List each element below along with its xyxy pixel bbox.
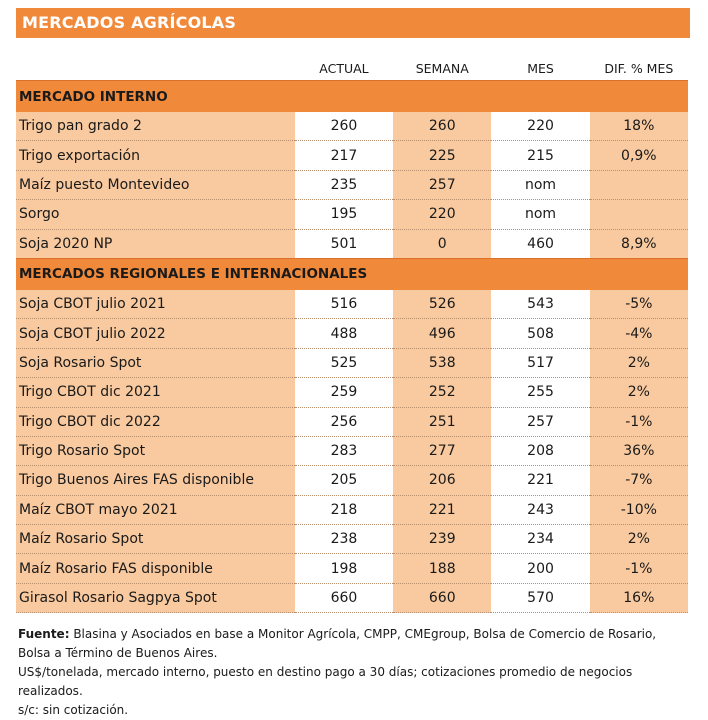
cell-mes: 257 [491,407,589,436]
cell-semana: 239 [393,525,491,554]
cell-mes: 508 [491,319,589,348]
table-row [16,466,688,495]
row-label: Trigo Buenos Aires FAS disponible [16,466,295,495]
cell-semana: 188 [393,554,491,583]
section-title: MERCADO INTERNO [16,81,688,113]
cell-mes: 255 [491,378,589,407]
sc-note: s/c: sin cotización. [18,703,129,718]
cell-dif: 2% [590,348,688,377]
cell-actual: 217 [295,141,393,170]
row-label: Maíz CBOT mayo 2021 [16,495,295,524]
markets-table [16,38,688,613]
row-label: Sorgo [16,200,295,229]
table-row [16,348,688,377]
row-label: Maíz puesto Montevideo [16,170,295,199]
cell-dif: 2% [590,378,688,407]
cell-mes: nom [491,170,589,199]
section-title: MERCADOS REGIONALES E INTERNACIONALES [16,258,688,290]
table-row [16,170,688,199]
table-row [16,583,688,612]
row-label: Trigo CBOT dic 2021 [16,378,295,407]
row-label: Soja CBOT julio 2021 [16,290,295,319]
cell-actual: 218 [295,495,393,524]
cell-semana: 496 [393,319,491,348]
cell-semana: 252 [393,378,491,407]
source-label: Fuente: [18,627,70,642]
table-row [16,378,688,407]
table-title: MERCADOS AGRÍCOLAS [16,8,690,38]
column-header-semana: SEMANA [393,38,491,81]
section-header-row [16,258,688,290]
cell-dif: 8,9% [590,229,688,258]
cell-dif: -1% [590,554,688,583]
row-label: Trigo CBOT dic 2022 [16,407,295,436]
column-header-mes: MES [491,38,589,81]
cell-actual: 198 [295,554,393,583]
cell-dif: -4% [590,319,688,348]
cell-mes: 243 [491,495,589,524]
cell-dif: -5% [590,290,688,319]
table-row [16,436,688,465]
cell-dif: 18% [590,112,688,141]
column-header-dif: DIF. % MES [590,38,688,81]
cell-dif [590,170,688,199]
cell-dif: 2% [590,525,688,554]
cell-actual: 488 [295,319,393,348]
row-label: Maíz Rosario FAS disponible [16,554,295,583]
cell-actual: 205 [295,466,393,495]
cell-semana: 257 [393,170,491,199]
table-row [16,141,688,170]
cell-semana: 220 [393,200,491,229]
cell-semana: 0 [393,229,491,258]
cell-actual: 238 [295,525,393,554]
row-label: Maíz Rosario Spot [16,525,295,554]
cell-mes: 234 [491,525,589,554]
row-label: Soja Rosario Spot [16,348,295,377]
table-row [16,525,688,554]
cell-dif: 0,9% [590,141,688,170]
section-header-row [16,81,688,113]
table-row [16,112,688,141]
row-label: Trigo exportación [16,141,295,170]
cell-semana: 260 [393,112,491,141]
cell-dif: 36% [590,436,688,465]
column-header-actual: ACTUAL [295,38,393,81]
cell-actual: 516 [295,290,393,319]
cell-actual: 660 [295,583,393,612]
cell-actual: 283 [295,436,393,465]
row-label: Soja CBOT julio 2022 [16,319,295,348]
table-row [16,554,688,583]
row-label: Trigo pan grado 2 [16,112,295,141]
cell-mes: 208 [491,436,589,465]
source-line [18,625,690,644]
cell-dif: 16% [590,583,688,612]
cell-dif: -1% [590,407,688,436]
table-row [16,319,688,348]
cell-actual: 235 [295,170,393,199]
cell-semana: 277 [393,436,491,465]
row-label: Girasol Rosario Sagpya Spot [16,583,295,612]
table-row [16,407,688,436]
cell-dif: -10% [590,495,688,524]
cell-mes: 543 [491,290,589,319]
table-row [16,229,688,258]
cell-semana: 206 [393,466,491,495]
footnotes [16,625,690,720]
table-row [16,495,688,524]
source-text: Blasina y Asociados en base a Monitor Agrícola, CMPP, CMEgroup, Bolsa de Comercio de Rosario, [73,627,657,642]
column-header-row [16,38,688,81]
cell-mes: 215 [491,141,589,170]
cell-mes: 220 [491,112,589,141]
cell-mes: 570 [491,583,589,612]
cell-mes: nom [491,200,589,229]
cell-actual: 256 [295,407,393,436]
column-header-blank [16,38,295,81]
cell-semana: 221 [393,495,491,524]
cell-mes: 200 [491,554,589,583]
cell-dif: -7% [590,466,688,495]
cell-semana: 251 [393,407,491,436]
cell-actual: 195 [295,200,393,229]
cell-actual: 525 [295,348,393,377]
cell-dif [590,200,688,229]
cell-actual: 260 [295,112,393,141]
cell-actual: 501 [295,229,393,258]
cell-semana: 538 [393,348,491,377]
table-row [16,200,688,229]
row-label: Soja 2020 NP [16,229,295,258]
cell-semana: 225 [393,141,491,170]
cell-mes: 221 [491,466,589,495]
source-line-2: Bolsa a Término de Buenos Aires. [18,646,218,661]
cell-mes: 460 [491,229,589,258]
units-note: US$/tonelada, mercado interno, puesto en destino pago a 30 días; cotizaciones promedio de negocios realizados. [18,665,633,699]
cell-actual: 259 [295,378,393,407]
row-label: Trigo Rosario Spot [16,436,295,465]
cell-mes: 517 [491,348,589,377]
table-row [16,290,688,319]
cell-semana: 526 [393,290,491,319]
cell-semana: 660 [393,583,491,612]
